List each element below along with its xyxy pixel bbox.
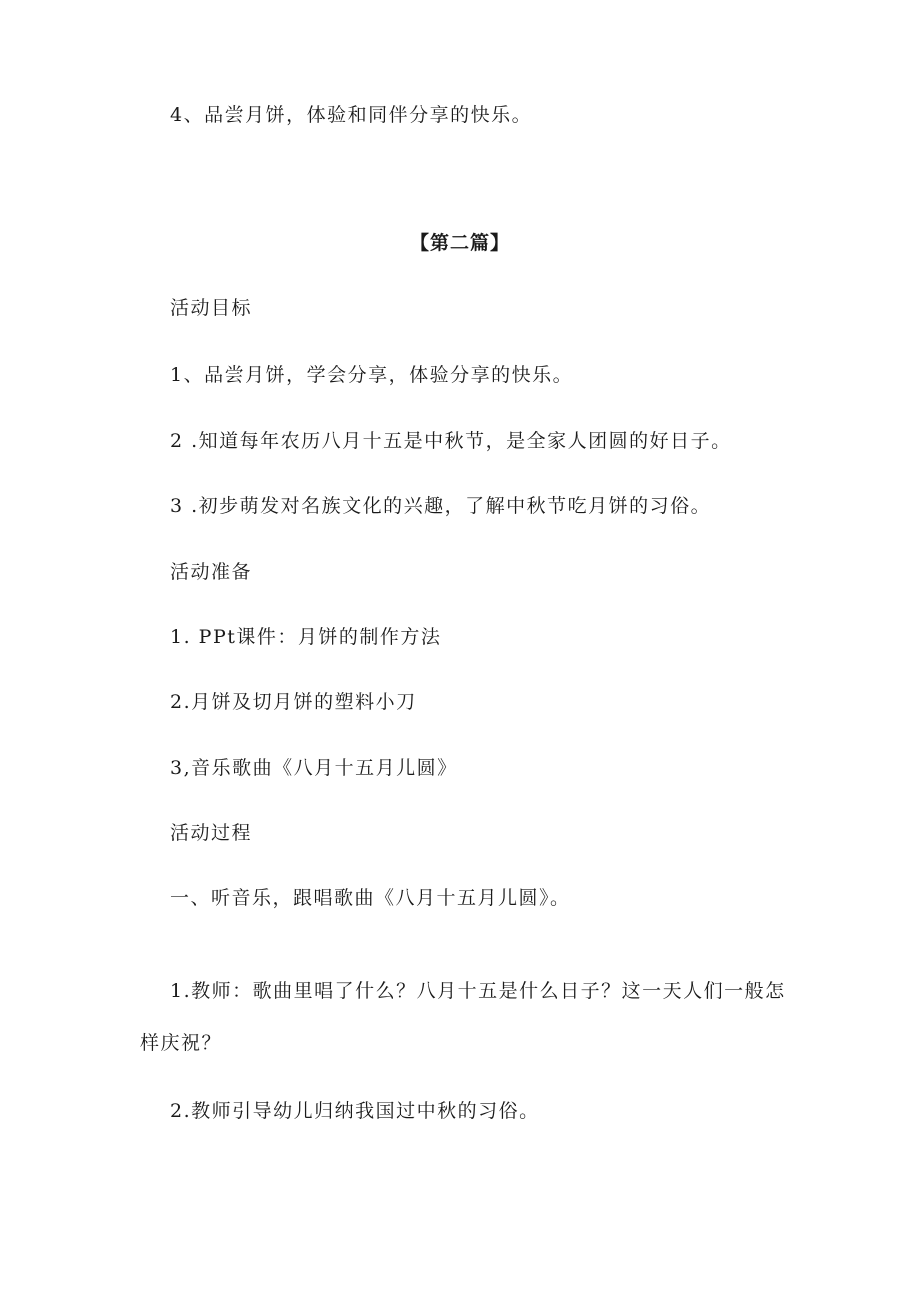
goal-item-2: 2 .知道每年农历八月十五是中秋节，是全家人团圆的好日子。 bbox=[170, 430, 732, 452]
goal-item-1: 1、品尝月饼，学会分享，体验分享的快乐。 bbox=[170, 364, 574, 386]
prep-item-1: 1. PPt课件：月饼的制作方法 bbox=[170, 626, 442, 648]
goal-item-3: 3 .初步萌发对名族文化的兴趣，了解中秋节吃月饼的习俗。 bbox=[170, 495, 712, 517]
prep-item-3: 3,音乐歌曲《八月十五月儿圆》 bbox=[170, 757, 458, 779]
process-title: 活动过程 bbox=[170, 822, 253, 844]
section-heading: 【第二篇】 bbox=[409, 232, 510, 254]
goals-title: 活动目标 bbox=[170, 297, 253, 319]
process-step-1: 一、听音乐，跟唱歌曲《八月十五月儿圆》。 bbox=[170, 887, 571, 909]
paragraph-goal-4: 4、品尝月饼，体验和同伴分享的快乐。 bbox=[170, 104, 533, 126]
prep-item-2: 2.月饼及切月饼的塑料小刀 bbox=[170, 691, 417, 713]
prep-title: 活动准备 bbox=[170, 561, 253, 583]
process-step-1-2: 2.教师引导幼儿归纳我国过中秋的习俗。 bbox=[170, 1100, 540, 1122]
process-step-1-1: 1.教师：歌曲里唱了什么？八月十五是什么日子？这一天人们一般怎样庆祝？ bbox=[140, 980, 786, 1054]
